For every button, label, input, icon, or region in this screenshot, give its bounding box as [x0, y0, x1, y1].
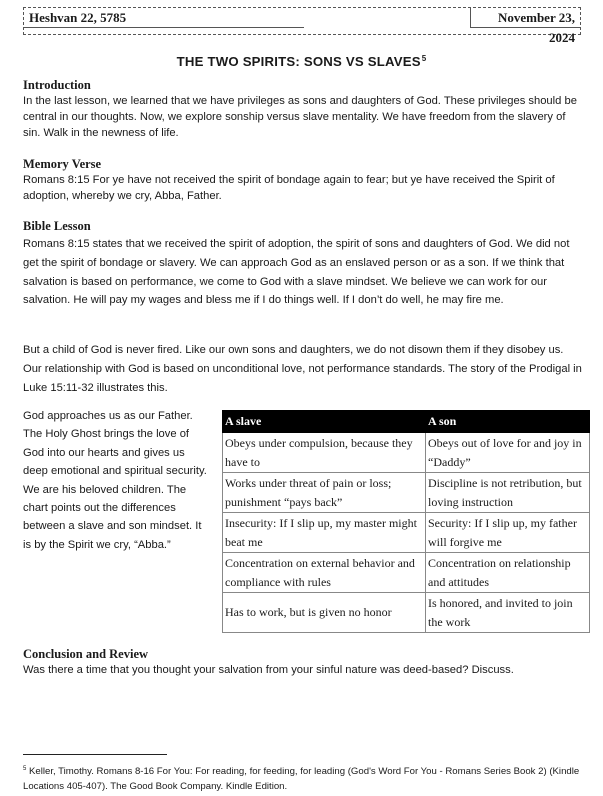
bible-lesson-side-text: God approaches us as our Father. The Holy Ghost brings the love of God into our hearts and gives us deep emotional and spiritual security. We are his beloved children. The chart points out the differences between a slave and son mindset. It is by the Spirit we cry, “Abba.” — [23, 410, 207, 551]
table-cell: Obeys out of love for and joy in “Daddy” — [426, 433, 590, 473]
table-row — [223, 593, 590, 633]
memory-verse-heading: Memory Verse — [23, 157, 102, 171]
table-cell: Concentration on external behavior and compliance with rules — [223, 553, 426, 593]
slave-vs-son-table — [222, 410, 590, 633]
footnote — [23, 762, 583, 794]
table-cell: Discipline is not retribution, but loving instruction — [426, 473, 590, 513]
bible-lesson-paragraph-2: But a child of God is never fired. Like our own sons and daughters, we do not disown them if they disobey us. Our relationship with God is based on unconditional love, not performance standards. The story of the Prodigal in Luke 15:11-32 illustrates this. — [23, 344, 582, 394]
table-row — [223, 553, 590, 593]
table-header-son: A son — [426, 411, 590, 433]
introduction-heading: Introduction — [23, 78, 91, 92]
table-row — [223, 433, 590, 473]
gregorian-date: November 23, 2024 — [470, 8, 580, 28]
table-cell: Obeys under compulsion, because they have to — [223, 433, 426, 473]
introduction-section — [23, 78, 583, 142]
bible-lesson-section — [23, 219, 583, 234]
table-row — [223, 473, 590, 513]
date-header — [23, 7, 581, 45]
bible-lesson-paragraph-1: Romans 8:15 states that we received the spirit of adoption, the spirit of sons and daughters of God. We did not get the spirit of bondage or slavery. We can approach God as an enslaved person or as a son. If we think that salvation is based on performance, we come to God with a slave mindset. We believe we can work for our salvation. He will pay my wages and bless me if I do things well. If I don’t do well, he may fire me. — [23, 238, 570, 307]
hebrew-date: Heshvan 22, 5785 — [24, 8, 304, 28]
footnote-mark: 5 — [23, 766, 27, 772]
conclusion-section — [23, 647, 583, 678]
conclusion-text: Was there a time that you thought your salvation from your sinful nature was deed-based? Discuss. — [23, 664, 514, 676]
table-cell: Security: If I slip up, my father will forgive me — [426, 513, 590, 553]
lesson-title — [0, 54, 603, 69]
table-cell: Works under threat of pain or loss; punishment “pays back” — [223, 473, 426, 513]
footnote-divider — [23, 754, 167, 755]
conclusion-heading: Conclusion and Review — [23, 647, 149, 661]
bible-lesson-heading: Bible Lesson — [23, 219, 91, 233]
memory-verse-section — [23, 157, 583, 204]
table-header-slave: A slave — [223, 411, 426, 433]
table-row — [223, 513, 590, 553]
title-footnote-mark[interactable]: 5 — [421, 54, 427, 63]
introduction-text: In the last lesson, we learned that we have privileges as sons and daughters of God. These privileges should be central in our thoughts. Now, we explore sonship versus slave mentality. We have freedom from the slavery of sin. Walk in the newness of life. — [23, 95, 577, 140]
table-cell: Is honored, and invited to join the work — [426, 593, 590, 633]
lesson-title-text: THE TWO SPIRITS: SONS VS SLAVES — [176, 54, 421, 69]
memory-verse-text: Romans 8:15 For ye have not received the spirit of bondage again to fear; but ye have received the Spirit of adoption, whereby we cry, Abba, Father. — [23, 174, 555, 203]
table-cell: Concentration on relationship and attitudes — [426, 553, 590, 593]
table-cell: Has to work, but is given no honor — [223, 593, 426, 633]
table-cell: Insecurity: If I slip up, my master might beat me — [223, 513, 426, 553]
footnote-text: Keller, Timothy. Romans 8-16 For You: For reading, for feeding, for leading (God's Word For You - Romans Series Book 2) (Kindle Locations 405-407). The Good Book Company. Kindle Edition. — [23, 766, 580, 792]
table-header-row — [223, 411, 590, 433]
